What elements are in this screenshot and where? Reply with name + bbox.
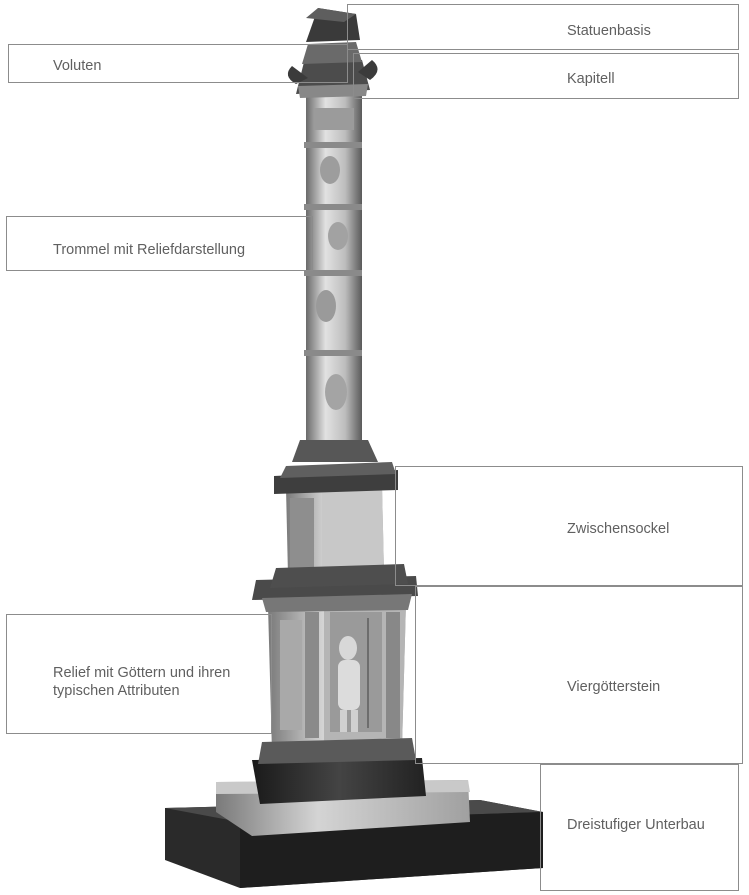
intermediate-plinth <box>270 462 408 588</box>
kapitell-label: Kapitell <box>567 71 615 87</box>
unterbau-label: Dreistufiger Unterbau <box>567 817 705 833</box>
viergoetterstein-label: Viergötterstein <box>567 679 661 695</box>
statuenbasis-label: Statuenbasis <box>567 23 651 39</box>
base-plinth <box>165 758 543 888</box>
zwischensockel-label: Zwischensockel <box>567 521 670 537</box>
four-gods-stone <box>252 576 418 764</box>
column-shaft <box>292 90 378 462</box>
voluten-label: Voluten <box>53 58 102 74</box>
relief-label: Relief mit Göttern und ihren typischen Attributen <box>53 665 231 699</box>
statuenbasis-label-box <box>347 4 739 50</box>
viergoetterstein-label-box <box>415 586 743 764</box>
trommel-label: Trommel mit Reliefdarstellung <box>53 242 246 258</box>
kapitell-label-box <box>353 53 739 99</box>
